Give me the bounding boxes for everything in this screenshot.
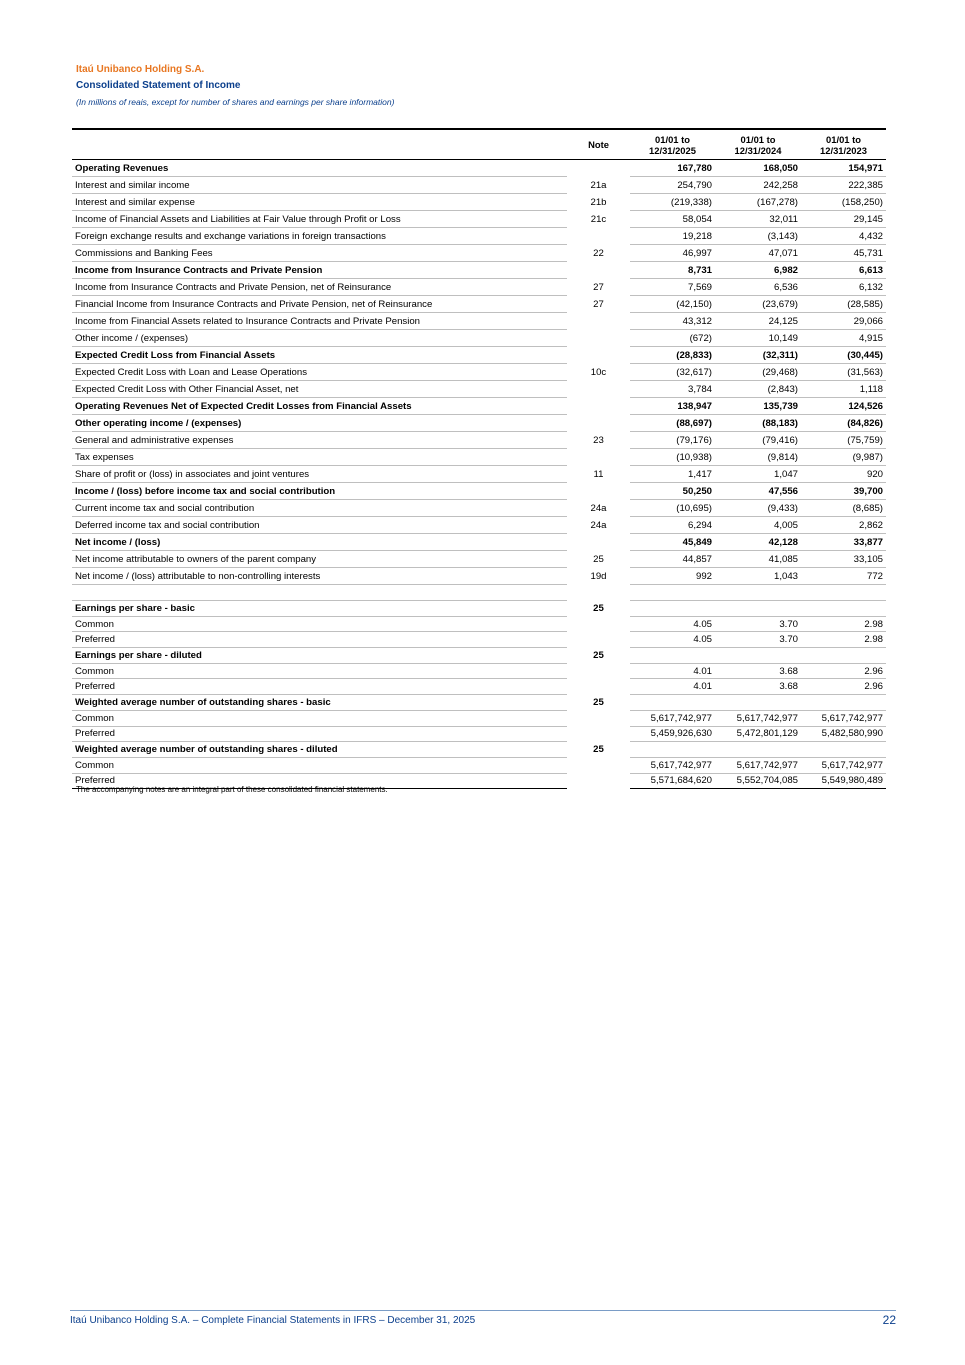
table-row (72, 551, 886, 568)
value-2025 (630, 695, 715, 711)
value-2024: 47,071 (715, 245, 801, 262)
row-note: 19d (590, 570, 607, 582)
value-2024: (9,433) (715, 500, 801, 517)
value-2024: 5,552,704,085 (715, 773, 801, 789)
value-2025: 992 (630, 568, 715, 585)
header-period-2025: 01/01 to 12/31/2025 (630, 129, 715, 160)
value-2025: (10,938) (630, 449, 715, 466)
value-2023: (75,759) (801, 432, 886, 449)
row-note: 27 (593, 298, 604, 310)
row-label: Preferred (72, 773, 567, 789)
value-2025 (630, 601, 715, 617)
value-2024: 168,050 (715, 160, 801, 177)
row-label: Common (72, 757, 567, 773)
value-2025: 4.01 (630, 663, 715, 679)
row-label: General and administrative expenses (72, 432, 567, 449)
header-description (72, 129, 567, 160)
row-note (567, 773, 630, 789)
value-2024: 42,128 (715, 534, 801, 551)
row-label: Weighted average number of outstanding shares - diluted (72, 742, 567, 758)
table-row (72, 466, 886, 483)
footnote: The accompanying notes are an integral part of these consolidated financial statements. (76, 785, 388, 794)
table-row (72, 616, 886, 632)
value-2025: 254,790 (630, 177, 715, 194)
table-row (72, 279, 886, 296)
value-2024: 1,043 (715, 568, 801, 585)
table-row (72, 330, 886, 347)
row-note: 25 (593, 553, 604, 565)
row-label: Income from Insurance Contracts and Private Pension, net of Reinsurance (72, 279, 567, 296)
value-2024: 242,258 (715, 177, 801, 194)
value-2025 (630, 648, 715, 664)
row-note (567, 679, 630, 695)
value-2025: (28,833) (630, 347, 715, 364)
value-2024: 5,472,801,129 (715, 726, 801, 742)
value-2025: (88,697) (630, 415, 715, 432)
table-row (72, 757, 886, 773)
value-2024: (88,183) (715, 415, 801, 432)
value-2024: 41,085 (715, 551, 801, 568)
table-row (72, 534, 886, 551)
value-2024 (715, 742, 801, 758)
table-row (72, 364, 886, 381)
row-label: Common (72, 616, 567, 632)
value-2023: 2.96 (801, 663, 886, 679)
table-row (72, 415, 886, 432)
table-row (72, 601, 886, 617)
value-2025: (672) (630, 330, 715, 347)
spacer-cell (567, 585, 630, 601)
statement-title: Consolidated Statement of Income (76, 80, 241, 91)
value-2024: (2,843) (715, 381, 801, 398)
table-row (72, 194, 886, 211)
value-2023 (801, 648, 886, 664)
table-row (72, 432, 886, 449)
value-2023: (28,585) (801, 296, 886, 313)
value-2025: 19,218 (630, 228, 715, 245)
row-note (567, 313, 630, 330)
spacer-cell (801, 585, 886, 601)
value-2025: 58,054 (630, 211, 715, 228)
row-note (567, 710, 630, 726)
value-2024: (3,143) (715, 228, 801, 245)
value-2023 (801, 695, 886, 711)
value-2024: 135,739 (715, 398, 801, 415)
value-2024: (23,679) (715, 296, 801, 313)
row-note (567, 757, 630, 773)
row-label: Net income attributable to owners of the parent company (72, 551, 567, 568)
value-2023: 2.98 (801, 616, 886, 632)
table-row (72, 568, 886, 585)
value-2024: 3.68 (715, 663, 801, 679)
value-2024: 5,617,742,977 (715, 710, 801, 726)
row-note (567, 663, 630, 679)
value-2025: 4.05 (630, 632, 715, 648)
row-label: Financial Income from Insurance Contracts and Private Pension, net of Reinsurance (72, 296, 567, 313)
table-row (72, 695, 886, 711)
header-note: Note (567, 129, 630, 160)
row-label: Net income / (loss) (72, 534, 567, 551)
row-label: Other operating income / (expenses) (72, 415, 567, 432)
row-label: Income / (loss) before income tax and social contribution (72, 483, 567, 500)
row-note: 11 (593, 468, 604, 480)
row-note (567, 398, 630, 415)
row-label: Other income / (expenses) (72, 330, 567, 347)
value-2025: (219,338) (630, 194, 715, 211)
value-2023: 154,971 (801, 160, 886, 177)
row-note (567, 228, 630, 245)
value-2023: (9,987) (801, 449, 886, 466)
row-note: 21c (590, 213, 607, 225)
income-statement-table (72, 128, 886, 789)
value-2023: (30,445) (801, 347, 886, 364)
row-label: Commissions and Banking Fees (72, 245, 567, 262)
header-period-2024: 01/01 to 12/31/2024 (715, 129, 801, 160)
table-row (72, 632, 886, 648)
row-label: Expected Credit Loss with Other Financial Asset, net (72, 381, 567, 398)
table-row (72, 500, 886, 517)
footer-divider (70, 1310, 896, 1311)
table-row (72, 313, 886, 330)
value-2023: (31,563) (801, 364, 886, 381)
row-label: Preferred (72, 679, 567, 695)
row-note: 27 (593, 281, 604, 293)
value-2024: 47,556 (715, 483, 801, 500)
value-2025: (10,695) (630, 500, 715, 517)
value-2025: 1,417 (630, 466, 715, 483)
row-note: 25 (593, 649, 604, 661)
value-2023: 6,613 (801, 262, 886, 279)
value-2023: 5,617,742,977 (801, 757, 886, 773)
value-2025: 46,997 (630, 245, 715, 262)
row-note (567, 483, 630, 500)
row-label: Interest and similar income (72, 177, 567, 194)
value-2024: 4,005 (715, 517, 801, 534)
value-2023: 6,132 (801, 279, 886, 296)
value-2024: 3.70 (715, 616, 801, 632)
row-note (567, 632, 630, 648)
value-2025: 4.01 (630, 679, 715, 695)
row-note: 23 (593, 434, 604, 446)
value-2023: 2,862 (801, 517, 886, 534)
row-label: Share of profit or (loss) in associates and joint ventures (72, 466, 567, 483)
value-2024: 5,617,742,977 (715, 757, 801, 773)
value-2024: 6,982 (715, 262, 801, 279)
value-2024: (29,468) (715, 364, 801, 381)
row-note: 25 (593, 602, 604, 614)
value-2024: 3.68 (715, 679, 801, 695)
value-2023: 920 (801, 466, 886, 483)
value-2025: 43,312 (630, 313, 715, 330)
spacer-cell (715, 585, 801, 601)
row-label: Weighted average number of outstanding shares - basic (72, 695, 567, 711)
value-2025: (32,617) (630, 364, 715, 381)
value-2024: 1,047 (715, 466, 801, 483)
row-note (567, 262, 630, 279)
row-label: Operating Revenues Net of Expected Credit Losses from Financial Assets (72, 398, 567, 415)
value-2023: 222,385 (801, 177, 886, 194)
value-2025: 44,857 (630, 551, 715, 568)
value-2025: 5,617,742,977 (630, 757, 715, 773)
row-note (567, 330, 630, 347)
value-2025: (42,150) (630, 296, 715, 313)
value-2025: 5,571,684,620 (630, 773, 715, 789)
table-row (72, 262, 886, 279)
value-2023: 5,482,580,990 (801, 726, 886, 742)
table-body (72, 160, 886, 789)
value-2023: (8,685) (801, 500, 886, 517)
value-2023: 29,066 (801, 313, 886, 330)
value-2023: 33,105 (801, 551, 886, 568)
table-row (72, 726, 886, 742)
table-row (72, 381, 886, 398)
row-note: 25 (593, 696, 604, 708)
value-2023: 33,877 (801, 534, 886, 551)
value-2023: 2.98 (801, 632, 886, 648)
value-2025: 138,947 (630, 398, 715, 415)
value-2023: 45,731 (801, 245, 886, 262)
row-note: 21a (590, 179, 607, 191)
page-number: 22 (882, 1313, 896, 1327)
row-note (567, 726, 630, 742)
table-row (72, 483, 886, 500)
value-2024: (9,814) (715, 449, 801, 466)
row-note (567, 449, 630, 466)
value-2024: (79,416) (715, 432, 801, 449)
table-header-row (72, 129, 886, 160)
value-2023 (801, 742, 886, 758)
value-2025: (79,176) (630, 432, 715, 449)
table-row (72, 245, 886, 262)
row-label: Income from Insurance Contracts and Private Pension (72, 262, 567, 279)
table-row (72, 742, 886, 758)
value-2025: 3,784 (630, 381, 715, 398)
row-label: Tax expenses (72, 449, 567, 466)
row-label: Operating Revenues (72, 160, 567, 177)
header-period-2023: 01/01 to 12/31/2023 (801, 129, 886, 160)
value-2023: 4,915 (801, 330, 886, 347)
value-2025 (630, 742, 715, 758)
value-2025: 45,849 (630, 534, 715, 551)
row-label: Deferred income tax and social contribution (72, 517, 567, 534)
value-2023: 4,432 (801, 228, 886, 245)
row-label: Preferred (72, 632, 567, 648)
table-row (72, 663, 886, 679)
row-note (567, 415, 630, 432)
row-note: 22 (593, 247, 604, 259)
row-note: 24a (590, 502, 607, 514)
table-row (72, 449, 886, 466)
table-row (72, 228, 886, 245)
row-label: Net income / (loss) attributable to non-controlling interests (72, 568, 567, 585)
table-row (72, 517, 886, 534)
table-row (72, 648, 886, 664)
value-2023 (801, 601, 886, 617)
footer-text: Itaú Unibanco Holding S.A. – Complete Financial Statements in IFRS – December 31, 2025 (70, 1315, 476, 1326)
table-row (72, 296, 886, 313)
value-2023: 772 (801, 568, 886, 585)
table-row (72, 398, 886, 415)
row-label: Income of Financial Assets and Liabilities at Fair Value through Profit or Loss (72, 211, 567, 228)
row-note (567, 381, 630, 398)
value-2023: (84,826) (801, 415, 886, 432)
value-2024 (715, 648, 801, 664)
value-2023: 5,549,980,489 (801, 773, 886, 789)
table-row (72, 710, 886, 726)
value-2024: (167,278) (715, 194, 801, 211)
value-2023: 29,145 (801, 211, 886, 228)
statement-subtitle: (In millions of reais, except for number of shares and earnings per share information) (76, 97, 395, 107)
value-2025: 5,617,742,977 (630, 710, 715, 726)
value-2023: 124,526 (801, 398, 886, 415)
company-name: Itaú Unibanco Holding S.A. (76, 64, 205, 75)
row-note (567, 347, 630, 364)
table-row (72, 679, 886, 695)
row-note (567, 160, 630, 177)
table-row (72, 347, 886, 364)
row-label: Current income tax and social contribution (72, 500, 567, 517)
value-2025: 50,250 (630, 483, 715, 500)
table-row (72, 211, 886, 228)
row-label: Earnings per share - basic (72, 601, 567, 617)
row-label: Common (72, 663, 567, 679)
value-2024 (715, 601, 801, 617)
row-label: Expected Credit Loss with Loan and Lease Operations (72, 364, 567, 381)
row-label: Foreign exchange results and exchange variations in foreign transactions (72, 228, 567, 245)
value-2025: 4.05 (630, 616, 715, 632)
spacer-cell (630, 585, 715, 601)
value-2024 (715, 695, 801, 711)
value-2024: (32,311) (715, 347, 801, 364)
value-2025: 8,731 (630, 262, 715, 279)
value-2025: 7,569 (630, 279, 715, 296)
value-2023: 39,700 (801, 483, 886, 500)
value-2025: 5,459,926,630 (630, 726, 715, 742)
row-label: Earnings per share - diluted (72, 648, 567, 664)
value-2025: 167,780 (630, 160, 715, 177)
row-label: Common (72, 710, 567, 726)
table-row (72, 160, 886, 177)
row-note (567, 616, 630, 632)
row-note: 24a (590, 519, 607, 531)
row-label: Interest and similar expense (72, 194, 567, 211)
value-2024: 32,011 (715, 211, 801, 228)
value-2023: (158,250) (801, 194, 886, 211)
row-label: Income from Financial Assets related to Insurance Contracts and Private Pension (72, 313, 567, 330)
value-2023: 2.96 (801, 679, 886, 695)
value-2024: 24,125 (715, 313, 801, 330)
value-2025: 6,294 (630, 517, 715, 534)
row-label: Preferred (72, 726, 567, 742)
row-note (567, 534, 630, 551)
row-note: 21b (590, 196, 607, 208)
value-2024: 3.70 (715, 632, 801, 648)
value-2023: 5,617,742,977 (801, 710, 886, 726)
spacer-row (72, 585, 886, 601)
row-label: Expected Credit Loss from Financial Assets (72, 347, 567, 364)
value-2024: 6,536 (715, 279, 801, 296)
table-row (72, 177, 886, 194)
row-note: 10c (590, 366, 607, 378)
value-2023: 1,118 (801, 381, 886, 398)
row-note: 25 (593, 744, 604, 756)
value-2024: 10,149 (715, 330, 801, 347)
spacer-cell (72, 585, 567, 601)
